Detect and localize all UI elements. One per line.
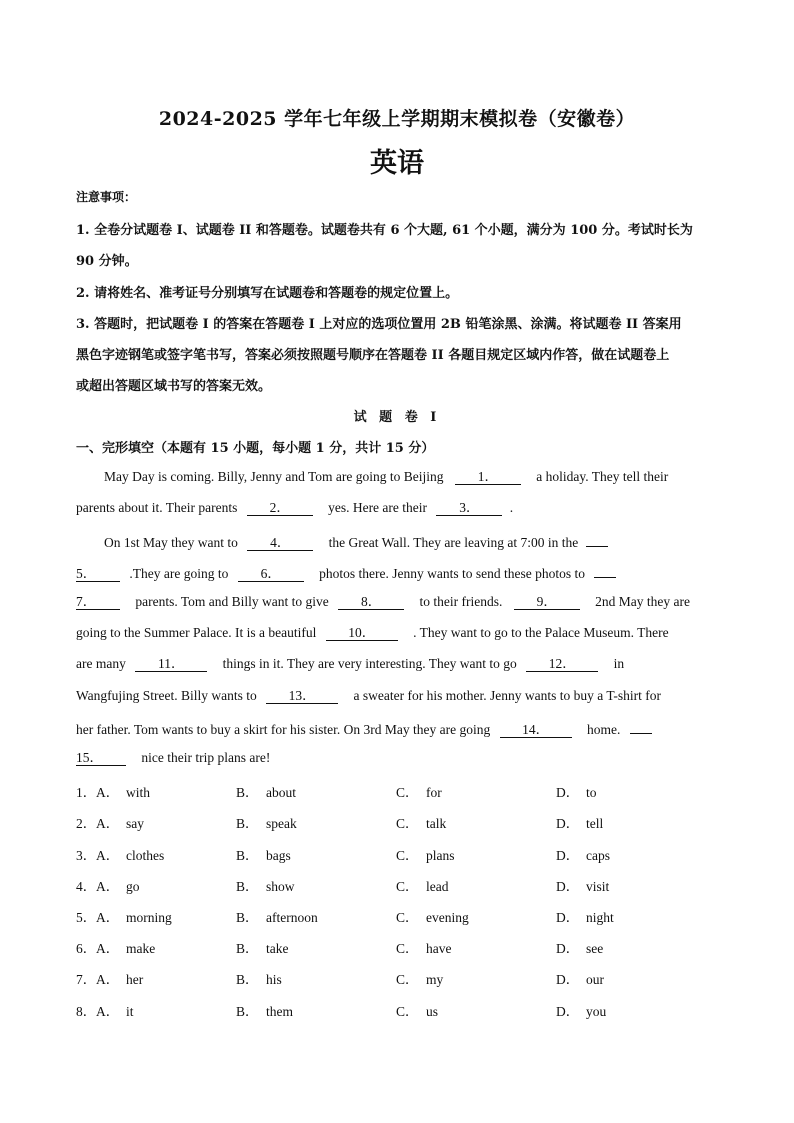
option-letter: D． (556, 816, 580, 831)
option-text: evening (426, 910, 469, 925)
option-letter: B． (236, 972, 259, 987)
blank-5: 5． (76, 567, 120, 582)
blank-6: 6． (238, 567, 304, 582)
passage-text: . They want to go to the Palace Museum. There (413, 625, 669, 640)
notice-heading: 注意事项： (76, 190, 137, 204)
option-letter: B． (236, 785, 259, 800)
option-letter: B． (236, 1004, 259, 1019)
option-text: take (266, 941, 289, 956)
question-row (76, 875, 756, 893)
option-text: you (586, 1004, 607, 1019)
question-number: 6． (76, 941, 97, 956)
blank-10: 10． (326, 626, 398, 641)
option-text: her (126, 972, 144, 987)
option-letter: A． (96, 816, 120, 831)
option-b[interactable] (236, 906, 318, 926)
passage-line (104, 532, 608, 551)
option-text: go (126, 879, 140, 894)
blank-8: 8． (338, 595, 404, 610)
blank-14: 14． (500, 723, 572, 738)
option-c[interactable] (396, 937, 451, 957)
option-b[interactable] (236, 937, 289, 957)
option-letter: C． (396, 972, 419, 987)
section-title: 试 题 卷 I (353, 410, 441, 425)
question-row (76, 1000, 756, 1018)
option-text: say (126, 816, 144, 831)
option-a[interactable] (96, 812, 144, 832)
option-letter: A． (96, 972, 120, 987)
passage-text: May Day is coming. Billy, Jenny and Tom are going to Beijing (104, 469, 444, 484)
passage-text: photos there. Jenny wants to send these photos to (319, 566, 585, 581)
passage-line (104, 469, 668, 485)
passage-text: a sweater for his mother. Jenny wants to buy a T-shirt for (353, 688, 661, 703)
option-letter: A． (96, 785, 120, 800)
passage-text: nice their trip plans are! (141, 750, 271, 765)
option-d[interactable] (556, 844, 610, 864)
option-text: caps (586, 848, 610, 863)
option-letter: C． (396, 941, 419, 956)
option-letter: C． (396, 910, 419, 925)
option-letter: C． (396, 848, 419, 863)
option-a[interactable] (96, 875, 140, 895)
blank-5-start (586, 532, 608, 547)
passage-text: things in it. They are very interesting. They want to go (222, 656, 517, 671)
passage-text: a holiday. They tell their (536, 469, 669, 484)
question-row (76, 812, 756, 830)
question-number: 7． (76, 972, 97, 987)
option-text: with (126, 785, 151, 800)
option-letter: B． (236, 941, 259, 956)
option-text: us (426, 1004, 439, 1019)
passage-line (76, 656, 624, 672)
option-b[interactable] (236, 968, 282, 988)
question-number: 3． (76, 848, 97, 863)
passage-line (76, 594, 690, 610)
question-row (76, 844, 756, 862)
option-text: bags (266, 848, 291, 863)
blank-2: 2． (247, 501, 313, 516)
blank-1: 1． (455, 470, 521, 485)
blank-11: 11． (135, 657, 207, 672)
blank-15: 15． (76, 751, 126, 766)
passage-text: are many (76, 656, 126, 671)
question-row (76, 968, 756, 986)
option-text: clothes (126, 848, 165, 863)
option-text: our (586, 972, 604, 987)
passage-line (76, 750, 270, 766)
question-number: 8． (76, 1004, 97, 1019)
question-number: 1． (76, 785, 97, 800)
blank-15-start (630, 719, 652, 734)
option-text: morning (126, 910, 172, 925)
passage-text: in (613, 656, 625, 671)
option-c[interactable] (396, 875, 449, 895)
option-text: show (266, 879, 295, 894)
option-letter: A． (96, 848, 120, 863)
option-letter: B． (236, 848, 259, 863)
part-1-heading: 一、完形填空（本题有 15 小题，每小题 1 分，共计 15 分） (76, 441, 435, 456)
option-d[interactable] (556, 781, 597, 801)
option-c[interactable] (396, 812, 446, 832)
blank-12: 12． (526, 657, 598, 672)
option-letter: D． (556, 1004, 580, 1019)
option-letter: D． (556, 879, 580, 894)
option-b[interactable] (236, 1000, 293, 1020)
option-a[interactable] (96, 1000, 134, 1020)
option-letter: D． (556, 785, 580, 800)
passage-text: to their friends. (419, 594, 503, 609)
option-text: about (266, 785, 296, 800)
option-letter: C． (396, 785, 419, 800)
option-c[interactable] (396, 781, 442, 801)
option-d[interactable] (556, 906, 614, 926)
option-b[interactable] (236, 875, 295, 895)
option-letter: A． (96, 1004, 120, 1019)
passage-line (76, 500, 513, 516)
option-text: make (126, 941, 156, 956)
option-text: lead (426, 879, 449, 894)
question-number: 4． (76, 879, 97, 894)
option-a[interactable] (96, 937, 155, 957)
option-letter: C． (396, 816, 419, 831)
option-text: afternoon (266, 910, 318, 925)
passage-text: parents about it. Their parents (76, 500, 238, 515)
passage-text: .They are going to (129, 566, 229, 581)
option-letter: D． (556, 941, 580, 956)
blank-4: 4． (247, 536, 313, 551)
option-letter: D． (556, 848, 580, 863)
option-text: talk (426, 816, 447, 831)
passage-text: 2nd May they are (595, 594, 690, 609)
passage-text: her father. Tom wants to buy a skirt for his sister. On 3rd May they are going (76, 722, 491, 737)
blank-13: 13． (266, 689, 338, 704)
option-a[interactable] (96, 906, 172, 926)
question-row (76, 937, 756, 955)
option-letter: B． (236, 816, 259, 831)
option-d[interactable] (556, 875, 609, 895)
notice-item-2: 2. 请将姓名、准考证号分别填写在试题卷和答题卷的规定位置上。 (76, 286, 459, 301)
option-letter: C． (396, 1004, 419, 1019)
option-text: visit (586, 879, 610, 894)
notice-item-3-cont-2: 或超出答题区域书写的答案无效。 (76, 379, 272, 394)
passage-line (76, 625, 669, 641)
option-letter: B． (236, 910, 259, 925)
option-d[interactable] (556, 937, 603, 957)
option-text: plans (426, 848, 455, 863)
notice-item-1: 1. 全卷分试题卷 I、试题卷 II 和答题卷。试题卷共有 6 个大题, 61 个小题，满分为 100 分。考试时长为 (76, 223, 693, 238)
blank-7-start (594, 563, 616, 578)
option-letter: D． (556, 910, 580, 925)
option-letter: D． (556, 972, 580, 987)
option-letter: A． (96, 910, 120, 925)
option-letter: A． (96, 879, 120, 894)
option-letter: A． (96, 941, 120, 956)
option-c[interactable] (396, 968, 443, 988)
passage-line (76, 719, 652, 738)
passage-text: . (509, 500, 514, 515)
option-text: speak (266, 816, 297, 831)
option-text: tell (586, 816, 604, 831)
subject-title: 英语 (370, 148, 424, 179)
option-text: his (266, 972, 282, 987)
option-text: to (586, 785, 597, 800)
option-text: night (586, 910, 614, 925)
question-row (76, 781, 756, 799)
passage-text: home. (586, 722, 621, 737)
option-b[interactable] (236, 844, 291, 864)
notice-item-3: 3. 答题时，把试题卷 I 的答案在答题卷 I 上对应的选项位置用 2B 铅笔涂黑、涂满。将试题卷 II 答案用 (76, 317, 682, 332)
question-number: 5． (76, 910, 97, 925)
option-c[interactable] (396, 1000, 438, 1020)
blank-7: 7． (76, 595, 120, 610)
option-a[interactable] (96, 968, 143, 988)
option-text: it (126, 1004, 134, 1019)
passage-text: parents. Tom and Billy want to give (135, 594, 329, 609)
notice-item-1-cont: 90 分钟。 (76, 254, 138, 269)
question-row (76, 906, 756, 924)
option-text: my (426, 972, 444, 987)
passage-line (76, 688, 661, 704)
option-d[interactable] (556, 1000, 606, 1020)
option-text: for (426, 785, 442, 800)
option-text: have (426, 941, 452, 956)
option-a[interactable] (96, 781, 150, 801)
notice-item-3-cont-1: 黑色字迹钢笔或签字笔书写，答案必须按照题号顺序在答题卷 II 各题目规定区域内作答，做在试题卷上 (76, 348, 670, 363)
option-a[interactable] (96, 844, 164, 864)
option-d[interactable] (556, 812, 603, 832)
option-c[interactable] (396, 844, 455, 864)
question-number: 2． (76, 816, 97, 831)
option-letter: C． (396, 879, 419, 894)
blank-9: 9． (514, 595, 580, 610)
passage-text: the Great Wall. They are leaving at 7:00 in the (328, 535, 579, 550)
passage-text: yes. Here are their (328, 500, 428, 515)
option-b[interactable] (236, 812, 297, 832)
option-c[interactable] (396, 906, 469, 926)
option-text: see (586, 941, 604, 956)
option-d[interactable] (556, 968, 604, 988)
passage-line (76, 563, 616, 582)
exam-title: 2024-2025 学年七年级上学期期末模拟卷（安徽卷） (158, 108, 636, 130)
blank-3: 3． (436, 501, 502, 516)
option-text: them (266, 1004, 293, 1019)
option-letter: B． (236, 879, 259, 894)
option-b[interactable] (236, 781, 296, 801)
passage-text: going to the Summer Palace. It is a beautiful (76, 625, 317, 640)
passage-text: On 1st May they want to (104, 535, 238, 550)
passage-text: Wangfujing Street. Billy wants to (76, 688, 257, 703)
